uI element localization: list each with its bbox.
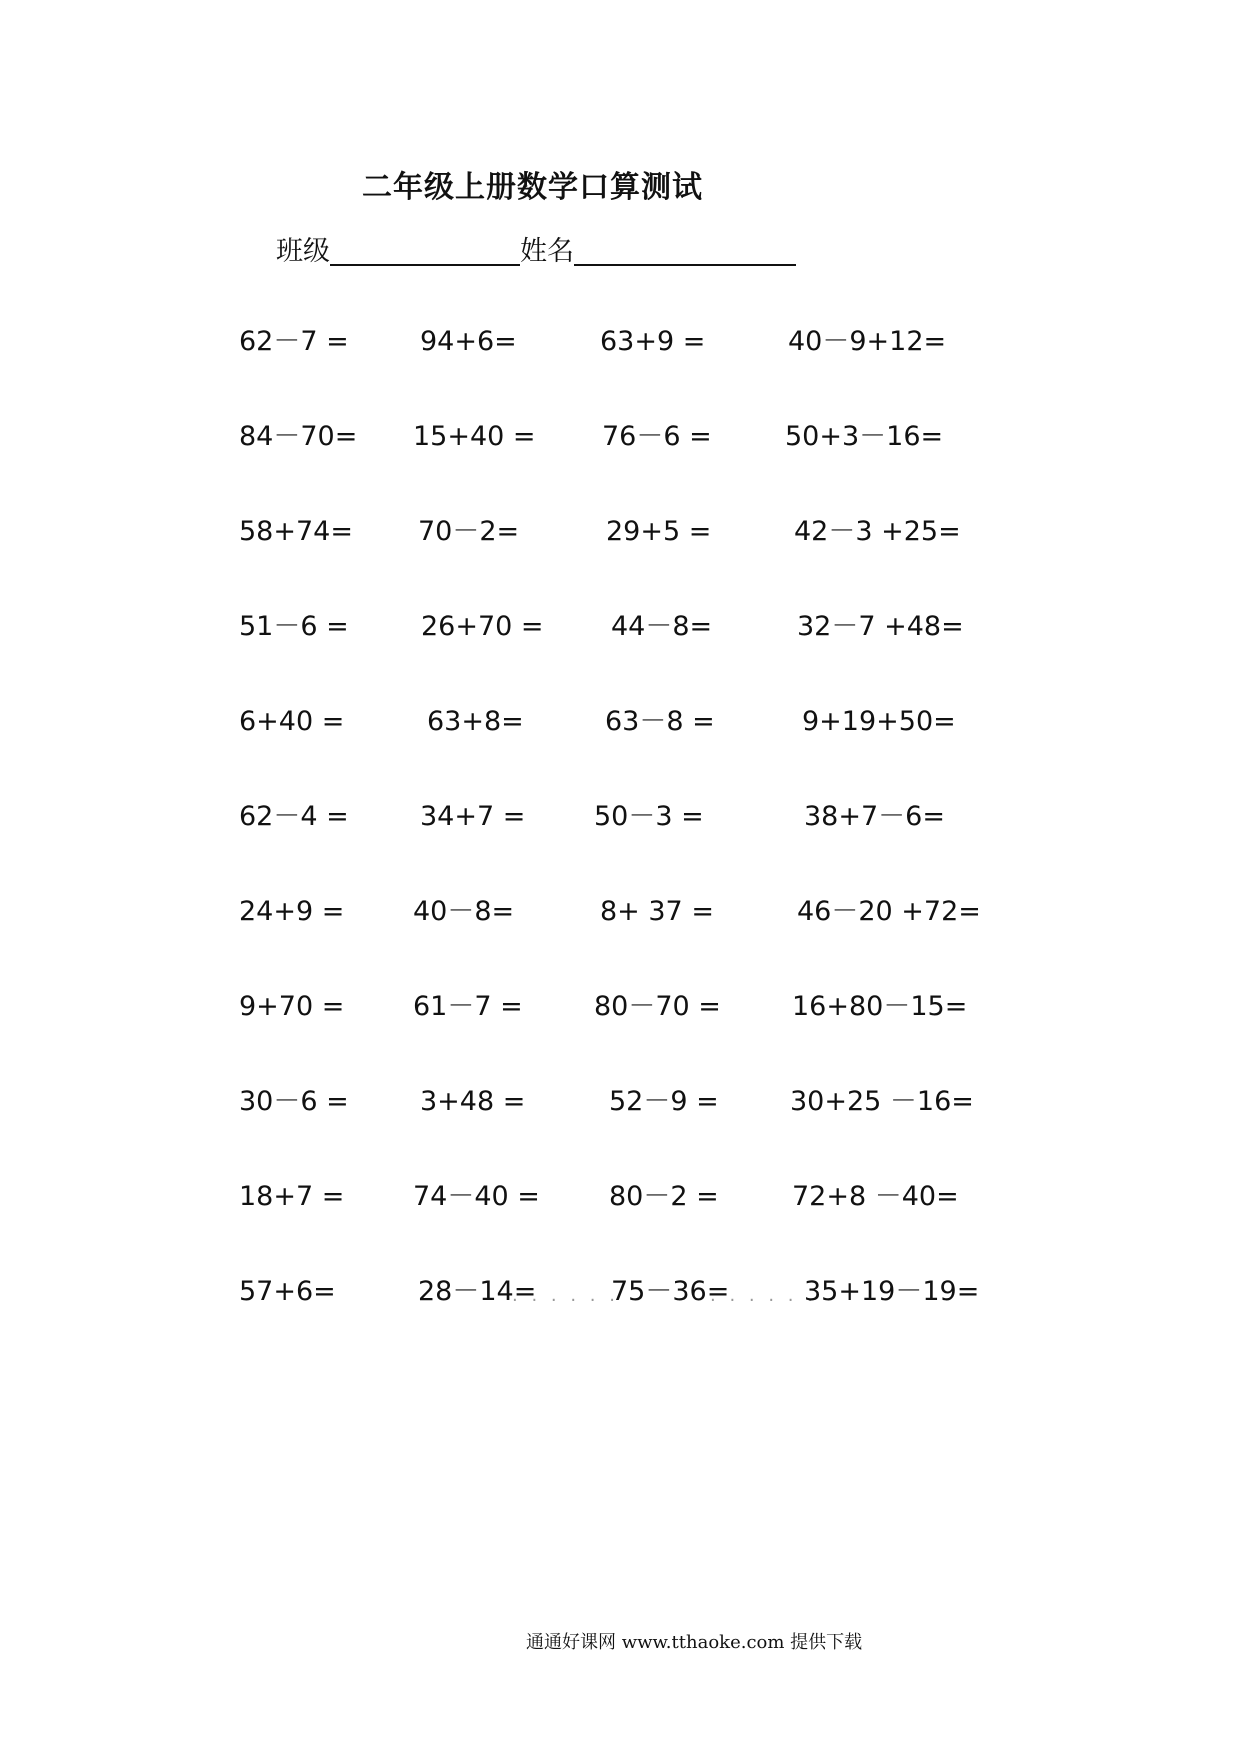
problem: 26+70 = (421, 611, 544, 642)
problem: 62－4 = (239, 801, 349, 832)
problem: 50+3－16= (785, 421, 944, 452)
dot-leader: · · · · · · (710, 1290, 817, 1311)
problem: 28－14= (418, 1276, 537, 1307)
problem: 40－8= (413, 896, 515, 927)
dot-leader: · · · · · · (512, 1290, 619, 1311)
problem: 58+74= (239, 516, 353, 547)
problem: 30－6 = (239, 1086, 349, 1117)
problem: 50－3 = (594, 801, 704, 832)
problem: 74－40 = (413, 1181, 540, 1212)
page-title: 二年级上册数学口算测试 (362, 170, 703, 205)
problem: 75－36= (611, 1276, 730, 1307)
problem: 9+19+50= (802, 706, 956, 737)
problem: 3+48 = (420, 1086, 526, 1117)
problem: 16+80－15= (792, 991, 968, 1022)
problem: 61－7 = (413, 991, 523, 1022)
problem: 80－70 = (594, 991, 721, 1022)
problem: 30+25 －16= (790, 1086, 974, 1117)
problem: 63+9 = (600, 326, 706, 357)
problem: 38+7－6= (804, 801, 945, 832)
problem: 6+40 = (239, 706, 345, 737)
footer-source: 通通好课网 www.tthaoke.com 提供下载 (526, 1632, 863, 1653)
name-label: 姓名 (520, 236, 574, 267)
problem: 80－2 = (609, 1181, 719, 1212)
problem: 94+6= (420, 326, 517, 357)
problem: 44－8= (611, 611, 713, 642)
problem: 72+8 －40= (792, 1181, 959, 1212)
problem: 18+7 = (239, 1181, 345, 1212)
problem: 32－7 +48= (797, 611, 964, 642)
problem: 57+6= (239, 1276, 336, 1307)
problem: 40－9+12= (788, 326, 947, 357)
problem: 34+7 = (420, 801, 526, 832)
problem: 46－20 +72= (797, 896, 981, 927)
problem: 24+9 = (239, 896, 345, 927)
problem: 63－8 = (605, 706, 715, 737)
problem: 42－3 +25= (794, 516, 961, 547)
problem: 62－7 = (239, 326, 349, 357)
problem: 84－70= (239, 421, 358, 452)
problem: 29+5 = (606, 516, 712, 547)
problem: 15+40 = (413, 421, 536, 452)
problem: 70－2= (418, 516, 520, 547)
problem: 9+70 = (239, 991, 345, 1022)
problem: 63+8= (427, 706, 524, 737)
problem: 35+19－19= (804, 1276, 980, 1307)
class-label: 班级 (276, 236, 330, 267)
problem: 8+ 37 = (600, 896, 714, 927)
problem: 51－6 = (239, 611, 349, 642)
problem: 52－9 = (609, 1086, 719, 1117)
problem: 76－6 = (602, 421, 712, 452)
